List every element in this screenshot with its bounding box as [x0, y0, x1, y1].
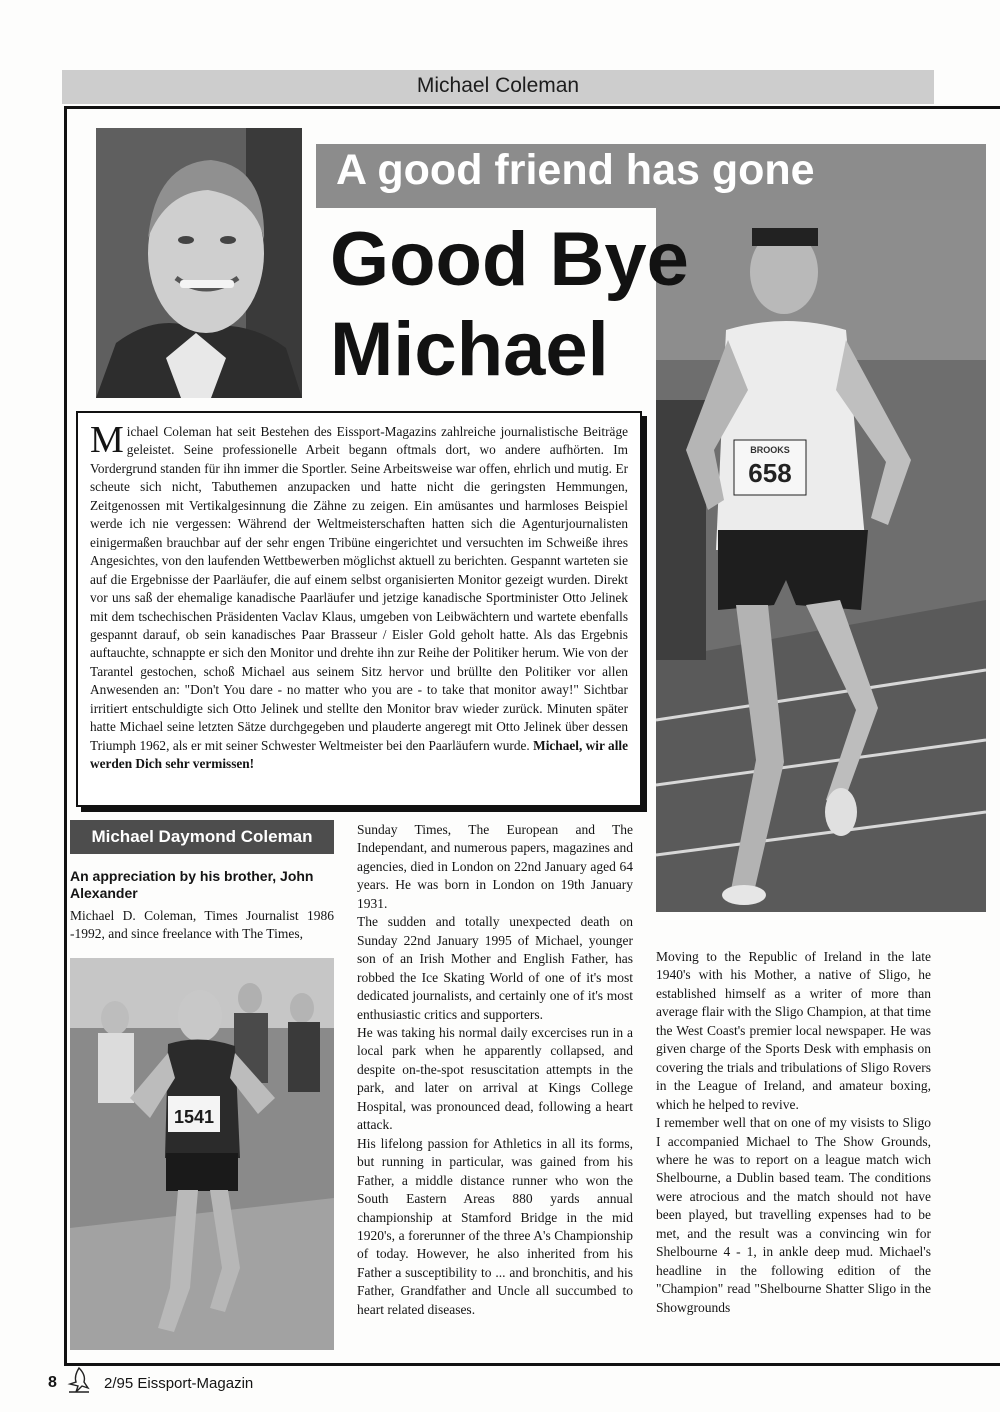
marathon-crowd-photo: [70, 958, 334, 1350]
portrait-photo: [96, 128, 302, 398]
section-title: Michael Daymond Coleman: [70, 820, 334, 854]
col3-paragraph-1: Moving to the Republic of Ireland in the late 1940's with his Mother, a native of Sligo, he established himself as a writer of more than average flair with the Sligo Champion, at that time the West Coast's premier local newspaper. He was given charge of the Sports Desk with emphasis on covering the trials and tribulations of Sligo Rovers in the League of Ireland, and amateur boxing, which he helped to revive.: [656, 949, 931, 1112]
page-number: 8: [48, 1374, 57, 1391]
article-subtitle: An appreciation by his brother, John Alexander: [70, 868, 314, 901]
issue-label: 2/95 Eissport-Magazin: [104, 1375, 254, 1392]
column-3: [656, 948, 931, 1317]
intro-closing: Michael, wir alle werden Dich sehr vermissen!: [90, 737, 628, 772]
headline-line-2: Michael: [330, 307, 609, 392]
running-header: Michael Coleman: [416, 74, 580, 97]
col2-paragraph-2: The sudden and totally unexpected death on Sunday 22nd January 1995 of Michael, younger son of an Irish Mother and English Father, has robbed the Ice Skating World of one of it's most dedicated journalists, and certainly one of it's most enthusiastic critics and supporters.: [357, 914, 633, 1022]
runner-bib-brand: BROOKS: [750, 445, 790, 455]
intro-box: [76, 411, 642, 807]
col2-paragraph-4: His lifelong passion for Athletics in all its forms, but running in particular, was gained from his Father, a middle distance runner who won the South Eastern Areas 880 yards annual championship at Stamford Bridge in the mid 1920's, a forerunner of the three A's Championship of today. However, he also inherited from his Father a susceptibility to ... and bronchitis, and his Father, Grandfather and Uncle all succumbed to heart related diseases.: [357, 1135, 633, 1317]
intro-body: ichael Coleman hat seit Bestehen des Eissport-Magazins zahlreiche journalistische Beiträge geleistet. Seine professionelle Arbeit begann oftmals dort, wo andere aufhörten. Im Vordergrund standen für ihn immer die Sportler. Seine Arbeitsweise war offen, ehrlich und mutig. Er scheute sich nicht, Tabuthemen anzupacken und hatte nicht die geringsten Hemmungen, Zeitgenossen mit Vertikalgesinnung die Zähne zu zeigen. Ein amüsantes und harmloses Beispiel werde ich nie vergessen: Während der Weltmeisterschaften hatten sich die Agenturjournalisten einigermaßen brauchbar auf der sehr engen Tribüne eingerichtet und versuchten im Schweiße ihres Angesichtes, von den laufenden Wettbewerben möglichst aktuell zu berichten. Gespannt warteten sie auf die Ergebnisse der Paarläufer, die auf einem selbst organisierten Monitor gezeigt wurden. Direkt vor uns saß der ehemalige kanadische Paarläufer und jetzige kanadische Sportminister Otto Jelinek mit dem tschechischen Präsidenten Vaclav Klaus, umgeben von Leibwächtern und wartete ebenfalls gespannt darauf, ob sein kanadisches Paar Brasseur / Eisler Gold geholt hatte. Als das Ergebnis auftauchte, schnappte er sich den Monitor und drehte ihn zur Reihe der Politiker herum. Wie von der Tarantel gestochen, schoß Michael aus seinem Sitz hervor und brüllte den Politiker vor allen Anwesenden an: "Don't You dare - no matter who you are - to take that monitor away!" Sichtbar irritiert entschuldigte sich Otto Jelinek und stellte den Monitor brav wieder zurück. Minuten später hatte Michael seine letzten Sätze durchgegeben und plauderte angeregt mit Otto Jelinek über dessen Triumph 1962, als er mit seiner Schwester Weltmeister bei den Paarläufern wurde.: [90, 424, 628, 753]
crowd-bib-number: 1541: [173, 1107, 215, 1127]
kicker-title: A good friend has gone: [336, 146, 815, 194]
runner-photo: [656, 200, 986, 912]
col2-paragraph-1: Sunday Times, The European and The Independant, and numerous papers, magazines and agencies, died in London on 22nd January aged 64 years. He was born in London on 19th January 1931.: [357, 822, 633, 911]
intro-dropcap: M: [90, 419, 124, 461]
column-1-text: Michael D. Coleman, Times Journalist 1986 -1992, and since freelance with The Times,: [70, 908, 334, 942]
column-2: [357, 821, 633, 1319]
skater-logo-icon: [66, 1366, 92, 1394]
runner-bib-number: 658: [748, 458, 792, 488]
col2-paragraph-3: He was taking his normal daily excercises run in a local park when he apparently collapsed, and despite on-the-spot resuscitation attempts in the park, and later on arrival at Kings College Hospital, was pronounced dead, following a heart attack.: [357, 1024, 633, 1133]
col3-paragraph-2: I remember well that on one of my visists to Sligo I accompanied Michael to The Show Grounds, where he was to report on a league match wich Shelbourne, a Dublin based team. The conditions were atrocious and the match should not have been played, but travelling expenses had to be met, and the result was a convincing win for Shelbourne 4 - 1, in ankle deep mud. Michael's headline in the following edition of the "Champion" read "Shelbourne Shatter Sligo in the Showgrounds: [656, 1115, 931, 1315]
headline-line-1: Good Bye: [330, 217, 689, 302]
